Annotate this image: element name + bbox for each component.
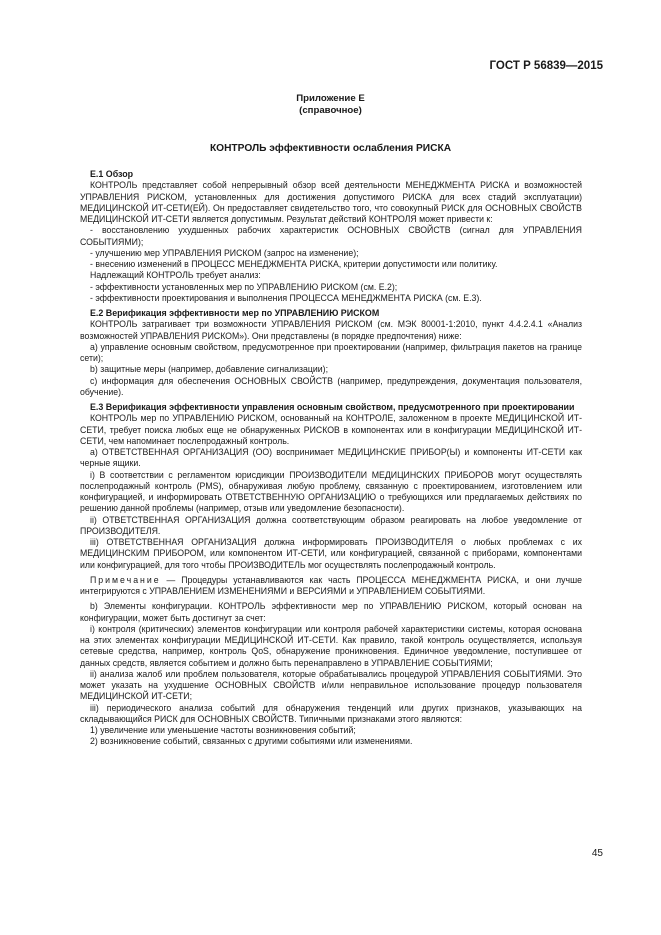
note-label: Примечание (90, 574, 161, 585)
section-heading-e1: Е.1 Обзор (90, 169, 134, 179)
paragraph: КОНТРОЛЬ мер по УПРАВЛЕНИЮ РИСКОМ, основанный на КОНТРОЛЕ, заложенном в проекте МЕДИЦИНСКОЙ ИТ-СЕТИ, требует поиска любых еще не обнаруженных РИСКОВ в компонентах или в конфигурации МЕДИЦИНСКОЙ ИТ-СЕТИ, чем напоминает послепродажный контроль. (80, 413, 582, 446)
list-item: - эффективности установленных мер по УПРАВЛЕНИЮ РИСКОМ (см. Е.2); (90, 281, 398, 292)
paragraph: Надлежащий КОНТРОЛЬ требует анализ: (90, 270, 261, 281)
list-item: - эффективности проектирования и выполнения ПРОЦЕССА МЕНЕДЖМЕНТА РИСКА (см. Е.3). (90, 292, 482, 303)
list-item: 1) увеличение или уменьшение частоты возникновения событий; (90, 725, 356, 735)
list-item: ii) ОТВЕТСТВЕННАЯ ОРГАНИЗАЦИЯ должна соответствующим образом реагировать на любое уведомление от ПРОИЗВОДИТЕЛЯ. (80, 514, 582, 536)
list-item: i) контроля (критических) элементов конфигурации или контроля рабочей характеристики системы, которая основана на этих элементах конфигурации МЕДИЦИНСКОЙ ИТ-СЕТИ. Как правило, такой контроль осуществляется, используя сетевые средства, например, контроль QoS, обнаружение проникновения. Единичное уведомление, поступившее от данных средств, является событием и должно быть перенаправлено в УПРАВЛЕНИЕ СОБЫТИЯМИ; (80, 623, 582, 668)
annex-title: Приложение Е (296, 93, 365, 104)
page-number: 45 (591, 848, 603, 859)
list-item: i) В соответствии с регламентом юрисдикции ПРОИЗВОДИТЕЛИ МЕДИЦИНСКИХ ПРИБОРОВ могут осуществлять послепродажный контроль (PMS), обнаруживая любую проблему, связанную с проектированием, изготовлением или конфигурацией, и информировать ОТВЕТСТВЕННУЮ ОРГАНИЗАЦИЮ о требующихся или предлагаемых действиях по решению данной проблемы (например, отзыв или уведомление безопасности). (80, 469, 582, 514)
list-item: - внесению изменений в ПРОЦЕСС МЕНЕДЖМЕНТА РИСКА, критерии допустимости или политику. (90, 259, 498, 269)
list-item: a) управление основным свойством, предусмотренное при проектировании (например, фильтрация пакетов на границе сети); (80, 341, 582, 363)
paragraph: КОНТРОЛЬ затрагивает три возможности УПРАВЛЕНИЯ РИСКОМ (см. МЭК 80001-1:2010, пункт 4.4.2.4.1 «Анализ возможностей УПРАВЛЕНИЯ РИСКОМ»). Они представлены (в порядке предпочтения) ниже: (80, 319, 582, 341)
list-item: b) защитные меры (например, добавление сигнализации); (90, 364, 329, 375)
list-item: b) Элементы конфигурации. КОНТРОЛЬ эффективности мер по УПРАВЛЕНИЮ РИСКОМ, который основан на конфигурации, может быть достигнут за счет: (80, 601, 582, 623)
section-heading-e2: Е.2 Верификация эффективности мер по УПРАВЛЕНИЮ РИСКОМ (90, 308, 380, 318)
list-item: c) информация для обеспечения ОСНОВНЫХ СВОЙСТВ (например, предупреждения, документация пользователя, обучение). (80, 375, 582, 397)
note (80, 575, 582, 598)
annex-header (0, 93, 661, 116)
list-item: ii) анализа жалоб или проблем пользователя, которые обрабатывались процедурой УПРАВЛЕНИЯ СОБЫТИЯМИ. Это может указать на ухудшение ОСНОВНЫХ СВОЙСТВ и/или неправильное использование процедур пользователя МЕДИЦИНСКОЙ ИТ-СЕТИ; (80, 668, 582, 702)
list-item: a) ОТВЕТСТВЕННАЯ ОРГАНИЗАЦИЯ (ОО) воспринимает МЕДИЦИНСКИЕ ПРИБОР(Ы) и компоненты ИТ-СЕТИ как черные ящики. (80, 447, 582, 469)
list-item: - восстановлению ухудшенных рабочих характеристик ОСНОВНЫХ СВОЙСТВ (сигнал для УПРАВЛЕНИЯ СОБЫТИЯМИ); (80, 225, 582, 247)
page-title: КОНТРОЛЬ эффективности ослабления РИСКА (209, 143, 452, 154)
paragraph: КОНТРОЛЬ представляет собой непрерывный обзор всей деятельности МЕНЕДЖМЕНТА РИСКА и возможностей УПРАВЛЕНИЯ РИСКОМ, установленных для достижения допустимого РИСКА для всех стадий эксплуатации) МЕДИЦИНСКОЙ ИТ-СЕТИ(ЕЙ). Он предоставляет свидетельство того, что совокупный РИСК для ОСНОВНЫХ СВОЙСТВ МЕДИЦИНСКОЙ ИТ-СЕТИ является допустимым. Результат действий КОНТРОЛЯ может привести к: (80, 180, 582, 224)
list-item: - улучшению мер УПРАВЛЕНИЯ РИСКОМ (запрос на изменение); (90, 247, 359, 258)
annex-subtitle: (справочное) (299, 104, 362, 116)
list-item: iii) периодического анализа событий для обнаружения тенденций или других признаков, указывающих на складывающийся РИСК для ОСНОВНЫХ СВОЙСТВ. Типичными признаками этого являются: (80, 702, 582, 724)
document-code: ГОСТ Р 56839—2015 (489, 60, 603, 72)
list-item: iii) ОТВЕТСТВЕННАЯ ОРГАНИЗАЦИЯ должна информировать ПРОИЗВОДИТЕЛЯ о любых проблемах с их МЕДИЦИНСКИМ ПРИБОРОМ, или компонентом ИТ-СЕТИ, или конфигурацией, связанной с приборами, компонентами или конфигурацией, для того чтобы ПРОИЗВОДИТЕЛЬ мог осуществлять послепродажный контроль. (80, 537, 582, 570)
note-text: — Процедуры устанавливаются как часть ПРОЦЕССА МЕНЕДЖМЕНТА РИСКА, и они лучше интегрируются с УПРАВЛЕНИЕМ ИЗМЕНЕНИЯМИ и ВЕРСИЯМИ и УПРАВЛЕНИЕМ СОБЫТИЯМИ. (80, 574, 582, 596)
section-heading-e3: Е.3 Верификация эффективности управления основным свойством, предусмотренного при проектировании (90, 402, 575, 412)
document-body (80, 165, 582, 748)
list-item: 2) возникновение событий, связанных с другими событиями или изменениями. (90, 736, 413, 747)
